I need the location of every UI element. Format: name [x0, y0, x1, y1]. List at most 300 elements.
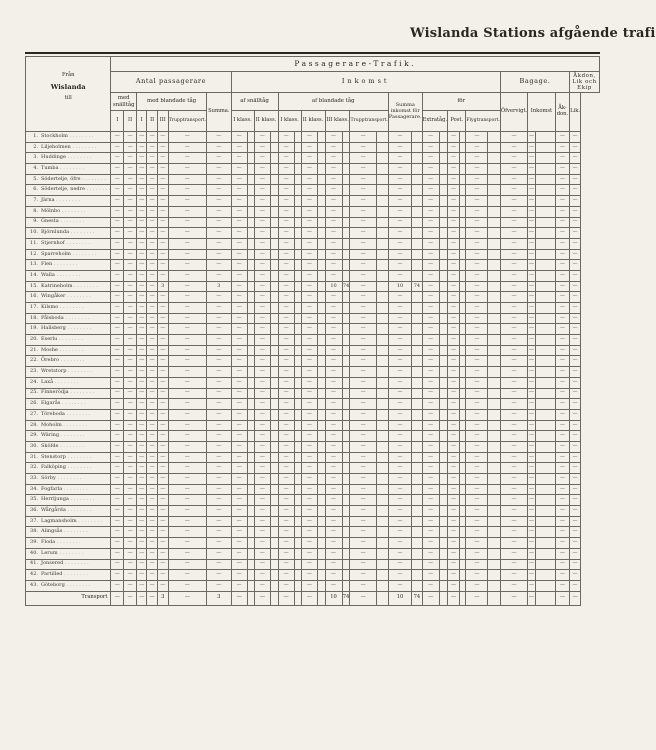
cell-dash: —	[350, 580, 377, 591]
cell-dash: —	[124, 474, 137, 485]
cell-dash: —	[500, 164, 527, 175]
cell-dash: —	[448, 527, 460, 538]
cell-dash: —	[466, 260, 488, 271]
cell-dash: —	[231, 217, 247, 228]
cell-dash: —	[350, 377, 377, 388]
cell-dash: —	[111, 409, 124, 420]
cell-dash: —	[388, 153, 411, 164]
cell-dash: —	[111, 292, 124, 303]
cell-dash: —	[157, 420, 168, 431]
station-name: 29. Wäring . . . . . . . .	[26, 431, 111, 442]
cell-dash: —	[254, 238, 271, 249]
cell-dash: —	[301, 548, 318, 559]
cell-dash: —	[278, 270, 294, 281]
cell-dash: —	[207, 142, 231, 153]
table-row	[26, 409, 600, 420]
cell-dash: —	[466, 174, 488, 185]
cell-dash: —	[157, 303, 168, 314]
cell-dash: —	[500, 367, 527, 378]
cell-dash: —	[570, 345, 581, 356]
cell-dash: —	[448, 463, 460, 474]
cell-dash: —	[500, 270, 527, 281]
cell-dash: —	[137, 260, 147, 271]
cell-dash: —	[231, 377, 247, 388]
cell-dash: —	[301, 292, 318, 303]
cell-dash: —	[147, 345, 157, 356]
cell-dash: —	[500, 249, 527, 260]
cell-dash: —	[168, 270, 206, 281]
cell-dash: —	[157, 356, 168, 367]
cell-dash: —	[422, 495, 439, 506]
cell-dash: —	[325, 153, 342, 164]
cell-dash: —	[254, 303, 271, 314]
cell-dash: —	[147, 441, 157, 452]
cell-dash: —	[168, 559, 206, 570]
cell-dash: —	[422, 570, 439, 581]
cell-dash: —	[325, 399, 342, 410]
cell-dash: —	[124, 463, 137, 474]
table-row	[26, 196, 600, 207]
cell-dash: —	[231, 388, 247, 399]
cell-dash: —	[448, 313, 460, 324]
cell-dash: —	[124, 164, 137, 175]
col-III: III	[157, 111, 168, 132]
cell-dash: —	[388, 377, 411, 388]
cell-dash: —	[301, 270, 318, 281]
cell-dash: —	[528, 260, 536, 271]
cell-dash: —	[448, 164, 460, 175]
cell-dash: —	[570, 452, 581, 463]
station-header	[26, 57, 111, 132]
cell-dash: —	[124, 452, 137, 463]
cell-dash: —	[168, 313, 206, 324]
cell-dash: —	[278, 249, 294, 260]
cell-dash: —	[157, 538, 168, 549]
table-row	[26, 420, 600, 431]
cell-dash: —	[422, 185, 439, 196]
table-row	[26, 559, 600, 570]
cell-dash: —	[448, 292, 460, 303]
cell-dash: —	[555, 399, 569, 410]
table-row	[26, 506, 600, 517]
cell-dash: —	[466, 484, 488, 495]
table-row	[26, 335, 600, 346]
cell-dash: —	[466, 431, 488, 442]
cell-dash: —	[466, 164, 488, 175]
cell-dash: —	[231, 228, 247, 239]
antal-header: Antal passagerare	[111, 72, 231, 93]
cell-dash: —	[301, 260, 318, 271]
cell-dash: —	[325, 548, 342, 559]
cell-dash: —	[157, 217, 168, 228]
cell-dash: —	[500, 527, 527, 538]
cell-dash: —	[168, 377, 206, 388]
table-row	[26, 399, 600, 410]
cell-dash: —	[448, 132, 460, 143]
cell-dash: —	[570, 249, 581, 260]
cell-dash: —	[570, 196, 581, 207]
cell-dash: —	[137, 484, 147, 495]
cell-dash: —	[466, 292, 488, 303]
cell-dash: —	[254, 516, 271, 527]
cell-dash: —	[301, 249, 318, 260]
cell-dash: —	[254, 399, 271, 410]
cell-dash: —	[570, 538, 581, 549]
station-name: 20. Eserlu . . . . . . . .	[26, 335, 111, 346]
cell-dash: —	[137, 506, 147, 517]
cell-dash: —	[147, 580, 157, 591]
cell-dash: —	[528, 196, 536, 207]
cell-dash: —	[301, 324, 318, 335]
cell-dash: —	[231, 431, 247, 442]
cell-dash: —	[325, 260, 342, 271]
cell-dash: —	[137, 238, 147, 249]
cell-dash: —	[388, 463, 411, 474]
cell-dash: —	[325, 495, 342, 506]
cell-dash: —	[466, 474, 488, 485]
cell-dash: —	[325, 174, 342, 185]
cell-dash: —	[111, 548, 124, 559]
cell-dash: —	[231, 484, 247, 495]
cell-dash: —	[207, 249, 231, 260]
cell-dash: —	[528, 270, 536, 281]
station-name: 35. Herrljunga . . . . . . . .	[26, 495, 111, 506]
station-name: 32. Falköping . . . . . . . .	[26, 463, 111, 474]
cell-dash: —	[555, 238, 569, 249]
cell-dash: —	[278, 367, 294, 378]
cell-dash: —	[168, 548, 206, 559]
table-row	[26, 367, 600, 378]
cell-dash: —	[278, 345, 294, 356]
cell-dash: —	[111, 527, 124, 538]
cell-dash: —	[157, 249, 168, 260]
cell-dash: —	[422, 367, 439, 378]
cell-dash: —	[500, 452, 527, 463]
cell-dash: —	[325, 249, 342, 260]
cell-dash: —	[111, 270, 124, 281]
station-name: 5. Södertelje, öfre . . . . . . . .	[26, 174, 111, 185]
cell-dash: —	[350, 570, 377, 581]
cell-dash: —	[448, 260, 460, 271]
cell-dash: —	[157, 570, 168, 581]
cell-value: 74	[412, 281, 422, 292]
section-title: Passagerare-Trafik.	[111, 57, 600, 72]
cell-dash: —	[147, 548, 157, 559]
cell-dash: —	[111, 474, 124, 485]
cell-dash: —	[500, 388, 527, 399]
cell-dash: —	[301, 238, 318, 249]
cell-dash: —	[500, 548, 527, 559]
cell-dash: —	[350, 292, 377, 303]
cell-dash: —	[301, 388, 318, 399]
cell-dash: —	[157, 516, 168, 527]
cell-dash: —	[422, 132, 439, 143]
cell-dash: —	[157, 164, 168, 175]
cell-dash: —	[207, 495, 231, 506]
cell-dash: —	[388, 356, 411, 367]
cell-dash: —	[350, 153, 377, 164]
cell-dash: —	[168, 484, 206, 495]
cell-dash: —	[124, 377, 137, 388]
cell-dash: —	[448, 559, 460, 570]
cell-dash: —	[124, 196, 137, 207]
inkomst-ii: II klass.	[301, 111, 325, 132]
cell-dash: —	[207, 196, 231, 207]
station-name: 39. Floda . . . . . . . .	[26, 538, 111, 549]
cell-dash: —	[422, 217, 439, 228]
cell-dash: —	[466, 570, 488, 581]
cell-dash: —	[147, 463, 157, 474]
cell-dash: —	[388, 527, 411, 538]
cell-dash: —	[422, 238, 439, 249]
cell-dash: —	[448, 548, 460, 559]
cell-dash: —	[422, 377, 439, 388]
cell-dash: —	[422, 313, 439, 324]
cell-dash: —	[466, 142, 488, 153]
cell-dash: —	[137, 196, 147, 207]
cell-dash: —	[231, 174, 247, 185]
cell-dash: —	[466, 516, 488, 527]
cell-dash: —	[448, 506, 460, 517]
cell-dash: —	[111, 260, 124, 271]
cell-dash: —	[466, 452, 488, 463]
cell-dash: —	[448, 270, 460, 281]
cell-dash: —	[422, 206, 439, 217]
cell-dash: —	[147, 270, 157, 281]
cell-dash: —	[528, 356, 536, 367]
cell-dash: —	[325, 580, 342, 591]
bagage-header: Bagage.	[500, 72, 569, 93]
cell-dash: —	[147, 292, 157, 303]
station-name: 3. Huddinge . . . . . . . .	[26, 153, 111, 164]
cell-dash: —	[422, 196, 439, 207]
cell-dash: —	[168, 441, 206, 452]
cell-dash: —	[111, 431, 124, 442]
cell-dash: —	[325, 441, 342, 452]
cell-dash: —	[111, 367, 124, 378]
cell-dash: —	[500, 495, 527, 506]
cell-dash: —	[231, 527, 247, 538]
cell-dash: —	[466, 345, 488, 356]
cell-dash: —	[570, 228, 581, 239]
station-name: 42. Partilled . . . . . . . .	[26, 570, 111, 581]
cell-dash: —	[124, 281, 137, 292]
cell-dash: —	[111, 420, 124, 431]
cell-dash: —	[466, 377, 488, 388]
cell-dash: —	[231, 409, 247, 420]
cell-dash: —	[137, 441, 147, 452]
station-name: 38. Alingsås . . . . . . . .	[26, 527, 111, 538]
cell-dash: —	[388, 570, 411, 581]
cell-dash: —	[570, 516, 581, 527]
cell-dash: —	[555, 345, 569, 356]
cell-dash: —	[325, 516, 342, 527]
cell-dash: —	[555, 249, 569, 260]
table-row	[26, 185, 600, 196]
cell-dash: —	[528, 388, 536, 399]
station-name: 27. Töreboda . . . . . . . .	[26, 409, 111, 420]
cell-dash: —	[207, 441, 231, 452]
cell-dash: —	[388, 538, 411, 549]
cell-dash: —	[555, 313, 569, 324]
cell-dash: —	[500, 409, 527, 420]
cell-dash: —	[147, 324, 157, 335]
cell-dash: —	[500, 217, 527, 228]
table-row	[26, 249, 600, 260]
cell-dash: —	[555, 185, 569, 196]
cell-dash: —	[207, 185, 231, 196]
cell-dash: —	[147, 260, 157, 271]
cell-dash: —	[137, 367, 147, 378]
cell-value: 10	[388, 281, 411, 292]
cell-dash: —	[350, 367, 377, 378]
cell-dash: —	[301, 527, 318, 538]
cell-dash: —	[500, 260, 527, 271]
cell-dash: —	[555, 206, 569, 217]
cell-dash: —	[570, 441, 581, 452]
cell-dash: —	[448, 484, 460, 495]
cell-dash: —	[422, 452, 439, 463]
cell-dash: —	[388, 388, 411, 399]
cell-dash: —	[124, 303, 137, 314]
cell-dash: —	[147, 516, 157, 527]
cell-dash: —	[555, 441, 569, 452]
cell-dash: —	[207, 548, 231, 559]
cell-dash: —	[422, 335, 439, 346]
cell-dash: —	[207, 527, 231, 538]
cell-dash: —	[254, 356, 271, 367]
station-name: 24. Laxå . . . . . . . .	[26, 377, 111, 388]
cell-dash: —	[278, 142, 294, 153]
cell-dash: —	[254, 409, 271, 420]
cell-dash: —	[570, 206, 581, 217]
cell-dash: —	[466, 559, 488, 570]
transport-row: Transport — — — — 3 — 3 — — — — 10 74 — 10 74 — — — — — — —	[26, 591, 600, 605]
station-name: 25. Finnerödja . . . . . . . .	[26, 388, 111, 399]
cell-dash: —	[555, 431, 569, 442]
cell-dash: —	[466, 580, 488, 591]
cell-dash: —	[111, 399, 124, 410]
cell-dash: —	[168, 238, 206, 249]
cell-dash: —	[570, 527, 581, 538]
cell-dash: —	[168, 335, 206, 346]
cell-dash: —	[168, 174, 206, 185]
cell-dash: —	[448, 249, 460, 260]
cell-dash: —	[278, 206, 294, 217]
cell-dash: —	[350, 281, 377, 292]
cell-dash: —	[207, 388, 231, 399]
cell-dash: —	[137, 559, 147, 570]
cell-dash: —	[301, 431, 318, 442]
cell-dash: —	[350, 132, 377, 143]
cell-dash: —	[422, 142, 439, 153]
cell-dash: —	[448, 217, 460, 228]
cell-dash: —	[157, 153, 168, 164]
cell-dash: —	[124, 335, 137, 346]
col-I-snall: I	[111, 111, 124, 132]
cell-dash: —	[207, 324, 231, 335]
cell-dash: —	[254, 132, 271, 143]
for-header: för	[422, 93, 500, 111]
cell-dash: —	[157, 313, 168, 324]
cell-dash: —	[466, 270, 488, 281]
cell-dash: —	[254, 260, 271, 271]
cell-dash: —	[350, 303, 377, 314]
station-name: 41. Jonsered . . . . . . . .	[26, 559, 111, 570]
cell-dash: —	[301, 196, 318, 207]
cell-dash: —	[157, 474, 168, 485]
station-name: 22. Örebro . . . . . . . .	[26, 356, 111, 367]
cell-dash: —	[301, 313, 318, 324]
cell-dash: —	[466, 409, 488, 420]
cell-dash: —	[325, 164, 342, 175]
cell-dash: —	[254, 377, 271, 388]
cell-dash: —	[388, 238, 411, 249]
station-name: 30. Sköfde . . . . . . . .	[26, 441, 111, 452]
cell-dash: —	[124, 142, 137, 153]
cell-dash: —	[570, 431, 581, 442]
cell-dash: —	[350, 356, 377, 367]
cell-dash: —	[422, 270, 439, 281]
cell-dash: —	[301, 474, 318, 485]
station-name: 36. Wårgårda . . . . . . . .	[26, 506, 111, 517]
cell-dash: —	[325, 527, 342, 538]
from-station: Wislanda	[50, 82, 86, 91]
cell-dash: —	[168, 228, 206, 239]
cell-dash: —	[570, 142, 581, 153]
cell-dash: —	[555, 538, 569, 549]
cell-dash: —	[147, 377, 157, 388]
cell-dash: —	[137, 377, 147, 388]
cell-dash: —	[528, 506, 536, 517]
cell-dash: —	[301, 516, 318, 527]
cell-dash: —	[254, 185, 271, 196]
cell-dash: —	[388, 217, 411, 228]
cell-dash: —	[350, 164, 377, 175]
cell-dash: —	[388, 409, 411, 420]
cell-dash: —	[157, 463, 168, 474]
cell-dash: —	[207, 399, 231, 410]
cell-dash: —	[570, 356, 581, 367]
cell-dash: —	[207, 153, 231, 164]
inkomst-i-snall: I klass.	[231, 111, 254, 132]
cell-dash: —	[111, 185, 124, 196]
cell-dash: —	[124, 516, 137, 527]
cell-dash: —	[388, 206, 411, 217]
cell-dash: —	[555, 559, 569, 570]
cell-dash: —	[350, 420, 377, 431]
cell-dash: —	[350, 313, 377, 324]
cell-dash: —	[325, 570, 342, 581]
cell-dash: —	[147, 495, 157, 506]
station-name: 10. Björnlunda . . . . . . . .	[26, 228, 111, 239]
cell-dash: —	[231, 164, 247, 175]
cell-dash: —	[157, 132, 168, 143]
cell-dash: —	[254, 506, 271, 517]
from-label: Från	[61, 72, 75, 78]
cell-dash: —	[500, 142, 527, 153]
cell-dash: —	[422, 580, 439, 591]
cell-dash: —	[147, 185, 157, 196]
cell-dash: —	[147, 249, 157, 260]
cell-dash: —	[207, 559, 231, 570]
cell-dash: —	[528, 206, 536, 217]
af-snalltag: af snälltåg	[231, 93, 278, 111]
cell-dash: —	[555, 356, 569, 367]
cell-dash: —	[147, 431, 157, 442]
cell-dash: —	[111, 441, 124, 452]
cell-dash: —	[466, 249, 488, 260]
